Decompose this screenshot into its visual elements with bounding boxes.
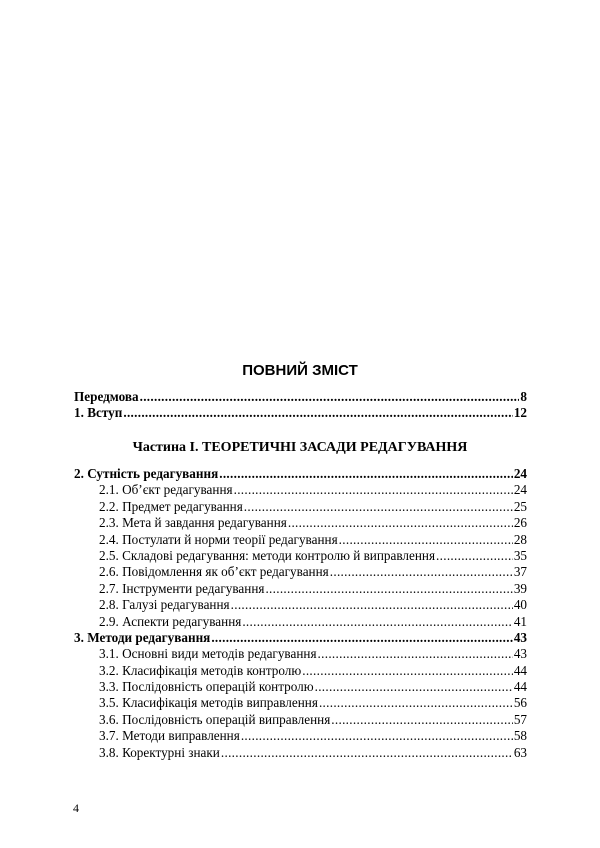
toc-entry-page: 24 (513, 466, 527, 481)
dot-leader (219, 466, 513, 482)
toc-entry-label: 3.3. Послідовність операцій контролю (99, 679, 314, 695)
dot-leader (319, 695, 513, 711)
toc-entry-page: 44 (513, 662, 527, 678)
toc-entry-label: 3.5. Класифікація методів виправлення (99, 695, 318, 711)
toc-subsection-entry[interactable] (74, 532, 527, 548)
toc-subsection-entry[interactable] (74, 712, 527, 728)
toc-subsection-entry[interactable] (74, 695, 527, 711)
toc-subsection-entry[interactable] (74, 499, 527, 515)
toc-subsection-entry[interactable] (74, 728, 527, 744)
toc-entry-page: 26 (513, 515, 527, 531)
toc-entry-page: 28 (513, 531, 527, 547)
toc-entry-page: 43 (513, 646, 527, 662)
toc-entry-label: 2.9. Аспекти редагування (99, 613, 242, 629)
toc-entry-label: 3.8. Коректурні знаки (99, 744, 220, 760)
toc-subsection-entry[interactable] (74, 482, 527, 498)
toc-entry-page: 56 (513, 695, 527, 711)
dot-leader (231, 597, 513, 613)
dot-leader (436, 548, 513, 564)
toc-entry-label: 2.8. Галузі редагування (99, 597, 230, 613)
dot-leader (318, 646, 513, 662)
toc-entry-label: 3. Методи редагування (74, 629, 211, 645)
dot-leader (339, 532, 513, 548)
toc-entry-label: 2.2. Предмет редагування (99, 498, 243, 514)
toc-entry-label: 2.7. Інструменти редагування (99, 580, 265, 596)
toc-chapter-entry[interactable] (74, 466, 527, 482)
toc-entry-page: 8 (520, 389, 527, 404)
toc-entry-label: 3.2. Класифікація методів контролю (99, 662, 302, 678)
toc-entry-page: 63 (513, 744, 527, 760)
toc-entry-page: 41 (513, 613, 527, 629)
toc-entry-page: 35 (513, 547, 527, 563)
toc-entry-page: 40 (513, 597, 527, 613)
toc-entry-foreword[interactable] (74, 389, 527, 405)
toc-entry-label: 3.6. Послідовність операцій виправлення (99, 711, 331, 727)
toc-entry-label: 2.1. Об’єкт редагування (99, 482, 233, 498)
toc-entry-label: 1. Вступ (74, 405, 123, 421)
dot-leader (330, 564, 513, 580)
toc-sections (74, 466, 527, 761)
dot-leader (265, 581, 512, 597)
part-heading: Частина І. ТЕОРЕТИЧНІ ЗАСАДИ РЕДАГУВАННЯ (132, 440, 468, 455)
dot-leader (244, 499, 513, 515)
toc-entry-label: Передмова (74, 389, 139, 404)
toc-entry-page: 24 (513, 482, 527, 498)
dot-leader (302, 663, 513, 679)
toc-subsection-entry[interactable] (74, 564, 527, 580)
toc-chapter-entry[interactable] (74, 630, 527, 646)
toc-entry-page: 12 (513, 405, 527, 421)
dot-leader (315, 679, 513, 695)
toc-subsection-entry[interactable] (74, 548, 527, 564)
toc-entry-label: 3.7. Методи виправлення (99, 728, 240, 744)
toc-intro (74, 389, 527, 422)
dot-leader (140, 389, 520, 405)
toc-entry-introduction[interactable] (74, 405, 527, 421)
toc-entry-page: 43 (513, 629, 527, 645)
dot-leader (331, 712, 513, 728)
page-title: ПОВНИЙ ЗМІСТ (242, 362, 358, 379)
toc-subsection-entry[interactable] (74, 663, 527, 679)
toc-entry-label: 2.4. Постулати й норми теорії редагування (99, 531, 338, 547)
dot-leader (211, 630, 513, 646)
toc-entry-label: 2.6. Повідомлення як об’єкт редагування (99, 564, 329, 580)
toc-subsection-entry[interactable] (74, 597, 527, 613)
dot-leader (241, 728, 513, 744)
toc-entry-page: 39 (513, 580, 527, 596)
toc-entry-label: 2.3. Мета й завдання редагування (99, 515, 287, 531)
dot-leader (288, 515, 513, 531)
toc-entry-page: 57 (513, 711, 527, 727)
toc-entry-label: 3.1. Основні види методів редагування (99, 646, 317, 662)
toc-subsection-entry[interactable] (74, 614, 527, 630)
dot-leader (123, 405, 512, 421)
toc-entry-page: 25 (513, 498, 527, 514)
toc-entry-label: 2. Сутність редагування (74, 466, 219, 481)
toc-entry-label: 2.5. Складові редагування: методи контролю й виправлення (99, 547, 436, 563)
dot-leader (221, 745, 513, 761)
toc-entry-page: 58 (513, 728, 527, 744)
toc-subsection-entry[interactable] (74, 581, 527, 597)
toc-subsection-entry[interactable] (74, 515, 527, 531)
page-number: 4 (73, 801, 79, 815)
toc-subsection-entry[interactable] (74, 745, 527, 761)
dot-leader (234, 482, 513, 498)
toc-subsection-entry[interactable] (74, 679, 527, 695)
toc-entry-page: 44 (513, 679, 527, 695)
dot-leader (242, 614, 513, 630)
toc-subsection-entry[interactable] (74, 646, 527, 662)
toc-entry-page: 37 (513, 564, 527, 580)
